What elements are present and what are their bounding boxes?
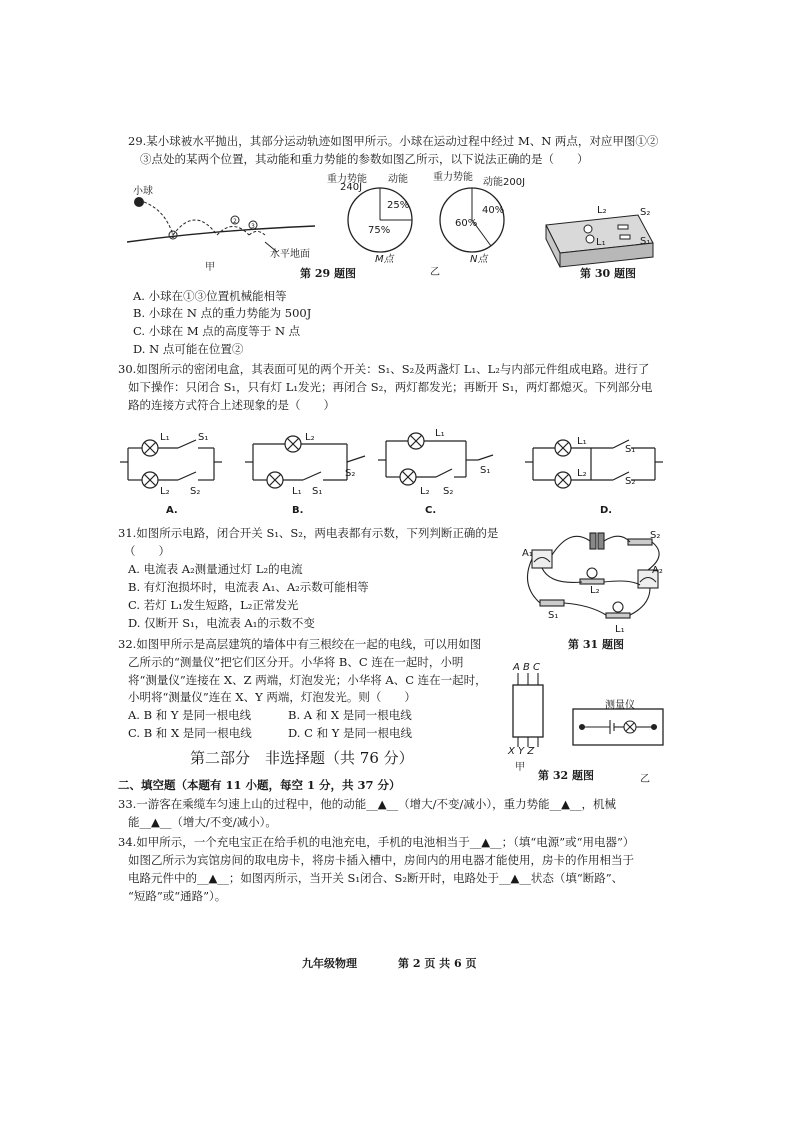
q34-line2: 如图乙所示为宾馆房间的取电房卡，将房卡插入槽中，房间内的用电器才能使用，房卡的作用相当于 (128, 853, 634, 867)
q32-option-d: D. C 和 Y 是同一根电线 (288, 726, 412, 740)
q31-s1-label: S₁ (548, 610, 559, 621)
q33-line2: 能__▲__（增大/不变/减小）。 (128, 815, 277, 829)
cb-l2: L₂ (305, 432, 315, 443)
m-pe-label: 重力势能 (327, 174, 367, 185)
q31-circuit-figure (520, 525, 670, 635)
q32-fig-jia: 甲 (515, 762, 525, 773)
fig-yi-label: 乙 (430, 267, 440, 278)
q32-stem-line2: 乙所示的“测量仪”把它们区分开。小华将 B、C 连在一起时，小明 (128, 655, 464, 669)
cb-s1: S₁ (312, 486, 323, 497)
q32-fig-yi: 乙 (640, 774, 650, 785)
q29-caption: 第 29 题图 (300, 267, 356, 280)
ball-icon (134, 197, 144, 207)
q33-line1: 33.一游客在乘缆车匀速上山的过程中，他的动能__▲__（增大/不变/减小），重力势能__▲__，机械 (118, 797, 616, 811)
circuit-d-letter: D. (600, 505, 613, 516)
q32-meter-label: 测量仪 (605, 700, 635, 711)
q31-stem-line2: （ ） (124, 544, 170, 558)
q29-option-b: B. 小球在 N 点的重力势能为 500J (133, 306, 312, 320)
q31-l1-label: L₁ (615, 624, 625, 635)
cc-l2: L₂ (420, 486, 430, 497)
q31-option-b: B. 有灯泡损坏时，电流表 A₁、A₂示数可能相等 (128, 580, 369, 594)
q34-line3: 电路元件中的__▲__；如图丙所示，当开关 S₁闭合、S₂断开时，电路处于__▲__状态（填“断路”、 (128, 871, 624, 885)
q31-option-c: C. 若灯 L₁发生短路，L₂正常发光 (128, 598, 299, 612)
q29-pie-m (345, 185, 415, 255)
q32-stem-line1: 32.如图甲所示是高层建筑的墙体中有三根绞在一起的电线，可以用如图 (118, 637, 482, 651)
q32-meter-figure (572, 708, 664, 748)
svg-text:1: 1 (171, 233, 175, 240)
q30-stem-line2: 如下操作：只闭合 S₁，只有灯 L₁发光；再闭合 S₂，两灯都发光；再断开 S₁，两灯都熄灭。下列部分电 (128, 380, 653, 394)
q31-option-d: D. 仅断开 S₁，电流表 A₁的示数不变 (128, 616, 315, 630)
svg-text:3: 3 (251, 223, 255, 230)
footer-subject: 九年级物理 (302, 957, 357, 970)
m-point-label: M点 (375, 254, 394, 265)
cc-l1: L₁ (435, 428, 445, 439)
q31-a1-label: A₁ (522, 548, 533, 559)
part2-section-heading: 二、填空题（本题有 11 小题，每空 1 分，共 37 分） (118, 778, 401, 792)
m-ke-pct: 25% (387, 200, 410, 211)
q31-a2-label: A₂ (652, 565, 663, 576)
q32-stem-line3: 将“测量仪”连接在 X、Z 两端，灯泡发光；小华将 A、C 连在一起时， (128, 673, 487, 687)
svg-text:2: 2 (233, 218, 237, 225)
box-s1-label: S₁ (640, 236, 651, 247)
circuit-b-letter: B. (292, 505, 304, 516)
q32-stem-line4: 小明将“测量仪”连在 X、Y 两端，灯泡发光。则（ ） (128, 690, 416, 704)
q34-line4: “短路”或“通路”）。 (128, 889, 227, 903)
n-ke-label: 动能200J (483, 177, 526, 188)
box-l2-label: L₂ (597, 205, 607, 216)
q32-wall-figure (510, 673, 550, 748)
fig-ball-label: 小球 (133, 186, 153, 197)
q34-line1: 34.如甲所示，一个充电宝正在给手机的电池充电，手机的电池相当于__▲__；（填“电源”或“用电器”） (118, 835, 635, 849)
n-point-label: N点 (470, 254, 488, 265)
cd-s2: S₂ (625, 476, 636, 487)
m-pe-value: 240J (340, 182, 363, 193)
q29-option-d: D. N 点可能在位置② (133, 342, 244, 356)
q32-caption: 第 32 题图 (538, 769, 594, 782)
q30-stem-line1: 30.如图所示的密闭电盒，其表面可见的两个开关：S₁、S₂及两盏灯 L₁、L₂与内部元件组成电路。进行了 (118, 362, 650, 376)
box-l1-label: L₁ (596, 237, 606, 248)
q32-option-c: C. B 和 X 是同一根电线 (128, 726, 252, 740)
cc-s1: S₁ (480, 465, 491, 476)
q29-option-a: A. 小球在①③位置机械能相等 (133, 289, 287, 303)
q32-option-b: B. A 和 X 是同一根电线 (288, 708, 412, 722)
cb-s2: S₂ (345, 468, 356, 479)
box-s2-label: S₂ (640, 207, 651, 218)
cb-l1: L₁ (292, 486, 302, 497)
circuit-a (120, 430, 230, 500)
q31-l2-label: L₂ (590, 585, 600, 596)
ca-s1: S₁ (198, 432, 209, 443)
footer-page-number: 第 2 页 共 6 页 (398, 957, 477, 970)
ca-l2: L₂ (160, 486, 170, 497)
q32-top-labels: A B C (513, 662, 541, 673)
fig-jia-label: 甲 (205, 262, 215, 273)
q30-stem-line3: 路的连接方式符合上述现象的是（ ） (128, 398, 335, 412)
q32-bottom-labels: X Y Z (508, 746, 535, 757)
circuit-c-letter: C. (425, 505, 437, 516)
n-pe-pct: 60% (455, 218, 478, 229)
q31-caption: 第 31 题图 (568, 638, 624, 651)
q29-stem-line1: 29.某小球被水平抛出，其部分运动轨迹如图甲所示。小球在运动过程中经过 M、N 两点，对应甲图①② (128, 134, 659, 148)
m-ke-label: 动能 (388, 174, 408, 185)
fig-ground-label: 水平地面 (270, 249, 310, 260)
n-pe-label: 重力势能 (433, 172, 473, 183)
circuit-d (525, 430, 665, 500)
q30-caption: 第 30 题图 (580, 267, 636, 280)
q29-stem-line2: ③点处的某两个位置，其动能和重力势能的参数如图乙所示，以下说法正确的是（ ） (140, 152, 589, 166)
part2-title: 第二部分 非选择题（共 76 分） (190, 749, 414, 767)
n-ke-pct: 40% (482, 205, 505, 216)
q31-stem-line1: 31.如图所示电路，闭合开关 S₁、S₂，两电表都有示数，下列判断正确的是 (118, 526, 499, 540)
q31-option-a: A. 电流表 A₂测量通过灯 L₂的电流 (128, 562, 303, 576)
ca-l1: L₁ (160, 432, 170, 443)
cc-s2: S₂ (443, 486, 454, 497)
cd-s1: S₁ (625, 444, 636, 455)
q32-option-a: A. B 和 Y 是同一根电线 (128, 708, 252, 722)
cd-l2: L₂ (577, 468, 587, 479)
ca-s2: S₂ (190, 486, 201, 497)
circuit-a-letter: A. (166, 505, 178, 516)
cd-l1: L₁ (577, 436, 587, 447)
q29-option-c: C. 小球在 M 点的高度等于 N 点 (133, 324, 301, 338)
q31-s2-label: S₂ (650, 530, 661, 541)
m-pe-pct: 75% (368, 225, 391, 236)
